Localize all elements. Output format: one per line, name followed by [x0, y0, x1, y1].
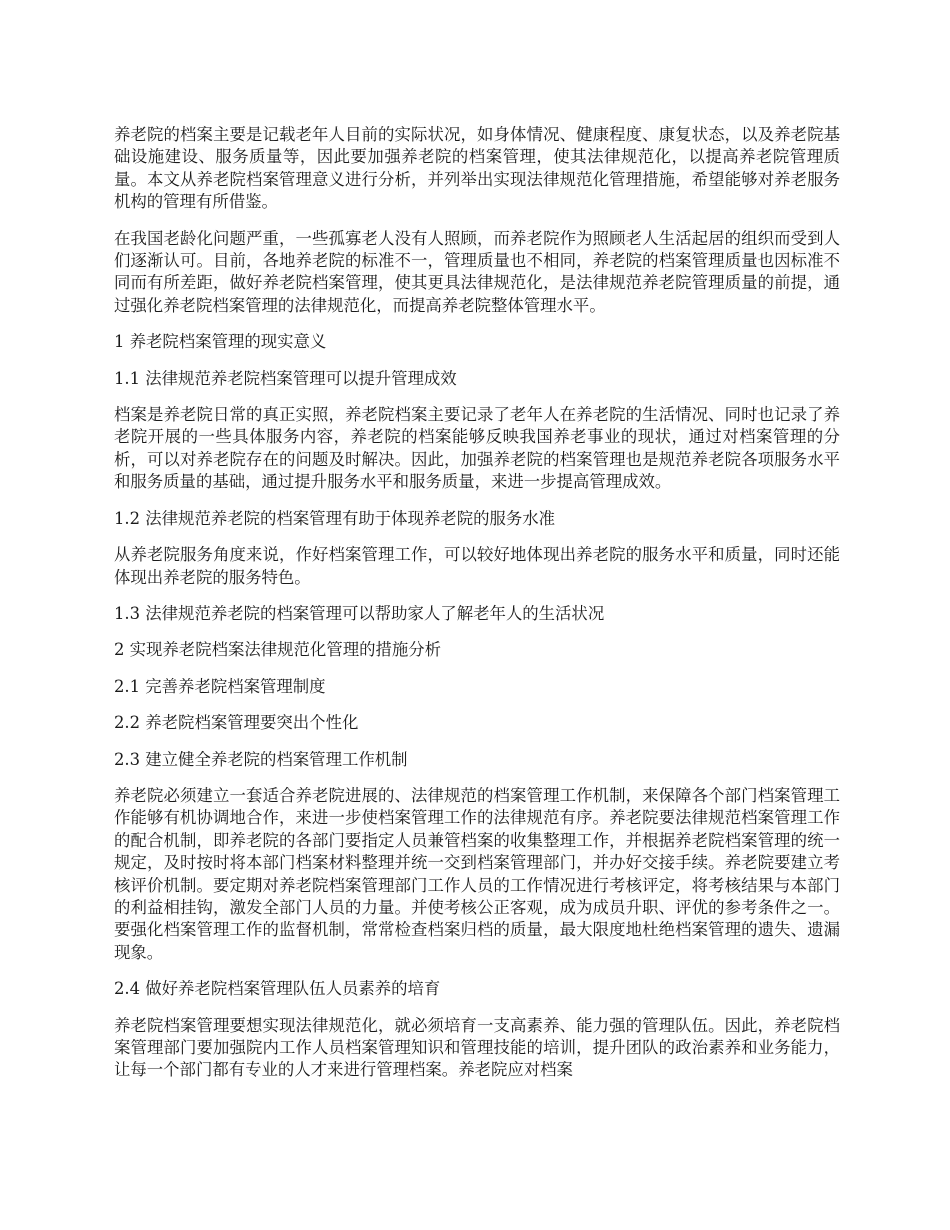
section-heading-2: 2 实现养老院档案法律规范化管理的措施分析 [114, 640, 442, 660]
paragraph-2-4: 养老院档案管理要想实现法律规范化，就必须培育一支高素养、能力强的管理队伍。因此，养老院档案管理部门要加强院内工作人员档案管理知识和管理技能的培训，提升团队的政治素养和业务能力，让每一个部门都有专业的人才来进行管理档案。养老院应对档案 [114, 1015, 840, 1080]
subsection-heading-1-1: 1.1 法律规范养老院档案管理可以提升管理成效 [114, 368, 457, 388]
subsection-heading-2-4: 2.4 做好养老院档案管理队伍人员素养的培育 [114, 979, 441, 999]
subsection-heading-2-1: 2.1 完善养老院档案管理制度 [114, 676, 326, 696]
subsection-heading-2-3: 2.3 建立健全养老院的档案管理工作机制 [114, 749, 408, 769]
paragraph-2-3: 养老院必须建立一套适合养老院进展的、法律规范的档案管理工作机制，来保障各个部门档案管理工作能够有机协调地合作，来进一步使档案管理工作的法律规范有序。养老院要法律规范档案管理工作的配合机制，即养老院的各部门要指定人员兼管档案的收集整理工作，并根据养老院档案管理的统一规定，及时按时将本部门档案材料整理并统一交到档案管理部门，并办好交接手续。养老院要建立考核评价机制。要定期对养老院档案管理部门工作人员的工作情况进行考核评定，将考核结果与本部门的利益相挂钩，激发全部门人员的力量。并使考核公正客观，成为成员升职、评优的参考条件之一。要强化档案管理工作的监督机制，常常检查档案归档的质量，最大限度地杜绝档案管理的遗失、遗漏现象。 [114, 785, 840, 962]
paragraph-1-1: 档案是养老院日常的真正实照，养老院档案主要记录了老年人在养老院的生活情况、同时也记录了养老院开展的一些具体服务内容，养老院的档案能够反映我国养老事业的现状，通过对档案管理的分析，可以对养老院存在的问题及时解决。因此，加强养老院的档案管理也是规范养老院各项服务水平和服务质量的基础，通过提升服务水平和服务质量，来进一步提高管理成效。 [114, 405, 840, 492]
paragraph-abstract: 养老院的档案主要是记载老年人目前的实际状况，如身体情况、健康程度、康复状态，以及养老院基础设施建设、服务质量等，因此要加强养老院的档案管理，使其法律规范化，以提高养老院管理质量。本文从养老院档案管理意义进行分析，并列举出实现法律规范化管理措施，希望能够对养老服务机构的管理有所借鉴。 [114, 125, 840, 212]
paragraph-introduction: 在我国老龄化问题严重，一些孤寡老人没有人照顾，而养老院作为照顾老人生活起居的组织而受到人们逐渐认可。目前，各地养老院的标准不一，管理质量也不相同，养老院的档案管理质量也因标准不同而有所差距，做好养老院档案管理，使其更具法律规范化，是法律规范养老院管理质量的前提，通过强化养老院档案管理的法律规范化，而提高养老院整体管理水平。 [114, 228, 840, 315]
document-body [114, 124, 840, 1082]
subsection-heading-1-3: 1.3 法律规范养老院的档案管理可以帮助家人了解老年人的生活状况 [114, 603, 605, 623]
subsection-heading-2-2: 2.2 养老院档案管理要突出个性化 [114, 713, 359, 733]
section-heading-1: 1 养老院档案管理的现实意义 [114, 332, 327, 352]
paragraph-1-2: 从养老院服务角度来说，作好档案管理工作，可以较好地体现出养老院的服务水平和质量，同时还能体现出养老院的服务特色。 [114, 545, 840, 587]
subsection-heading-1-2: 1.2 法律规范养老院的档案管理有助于体现养老院的服务水准 [114, 508, 556, 528]
